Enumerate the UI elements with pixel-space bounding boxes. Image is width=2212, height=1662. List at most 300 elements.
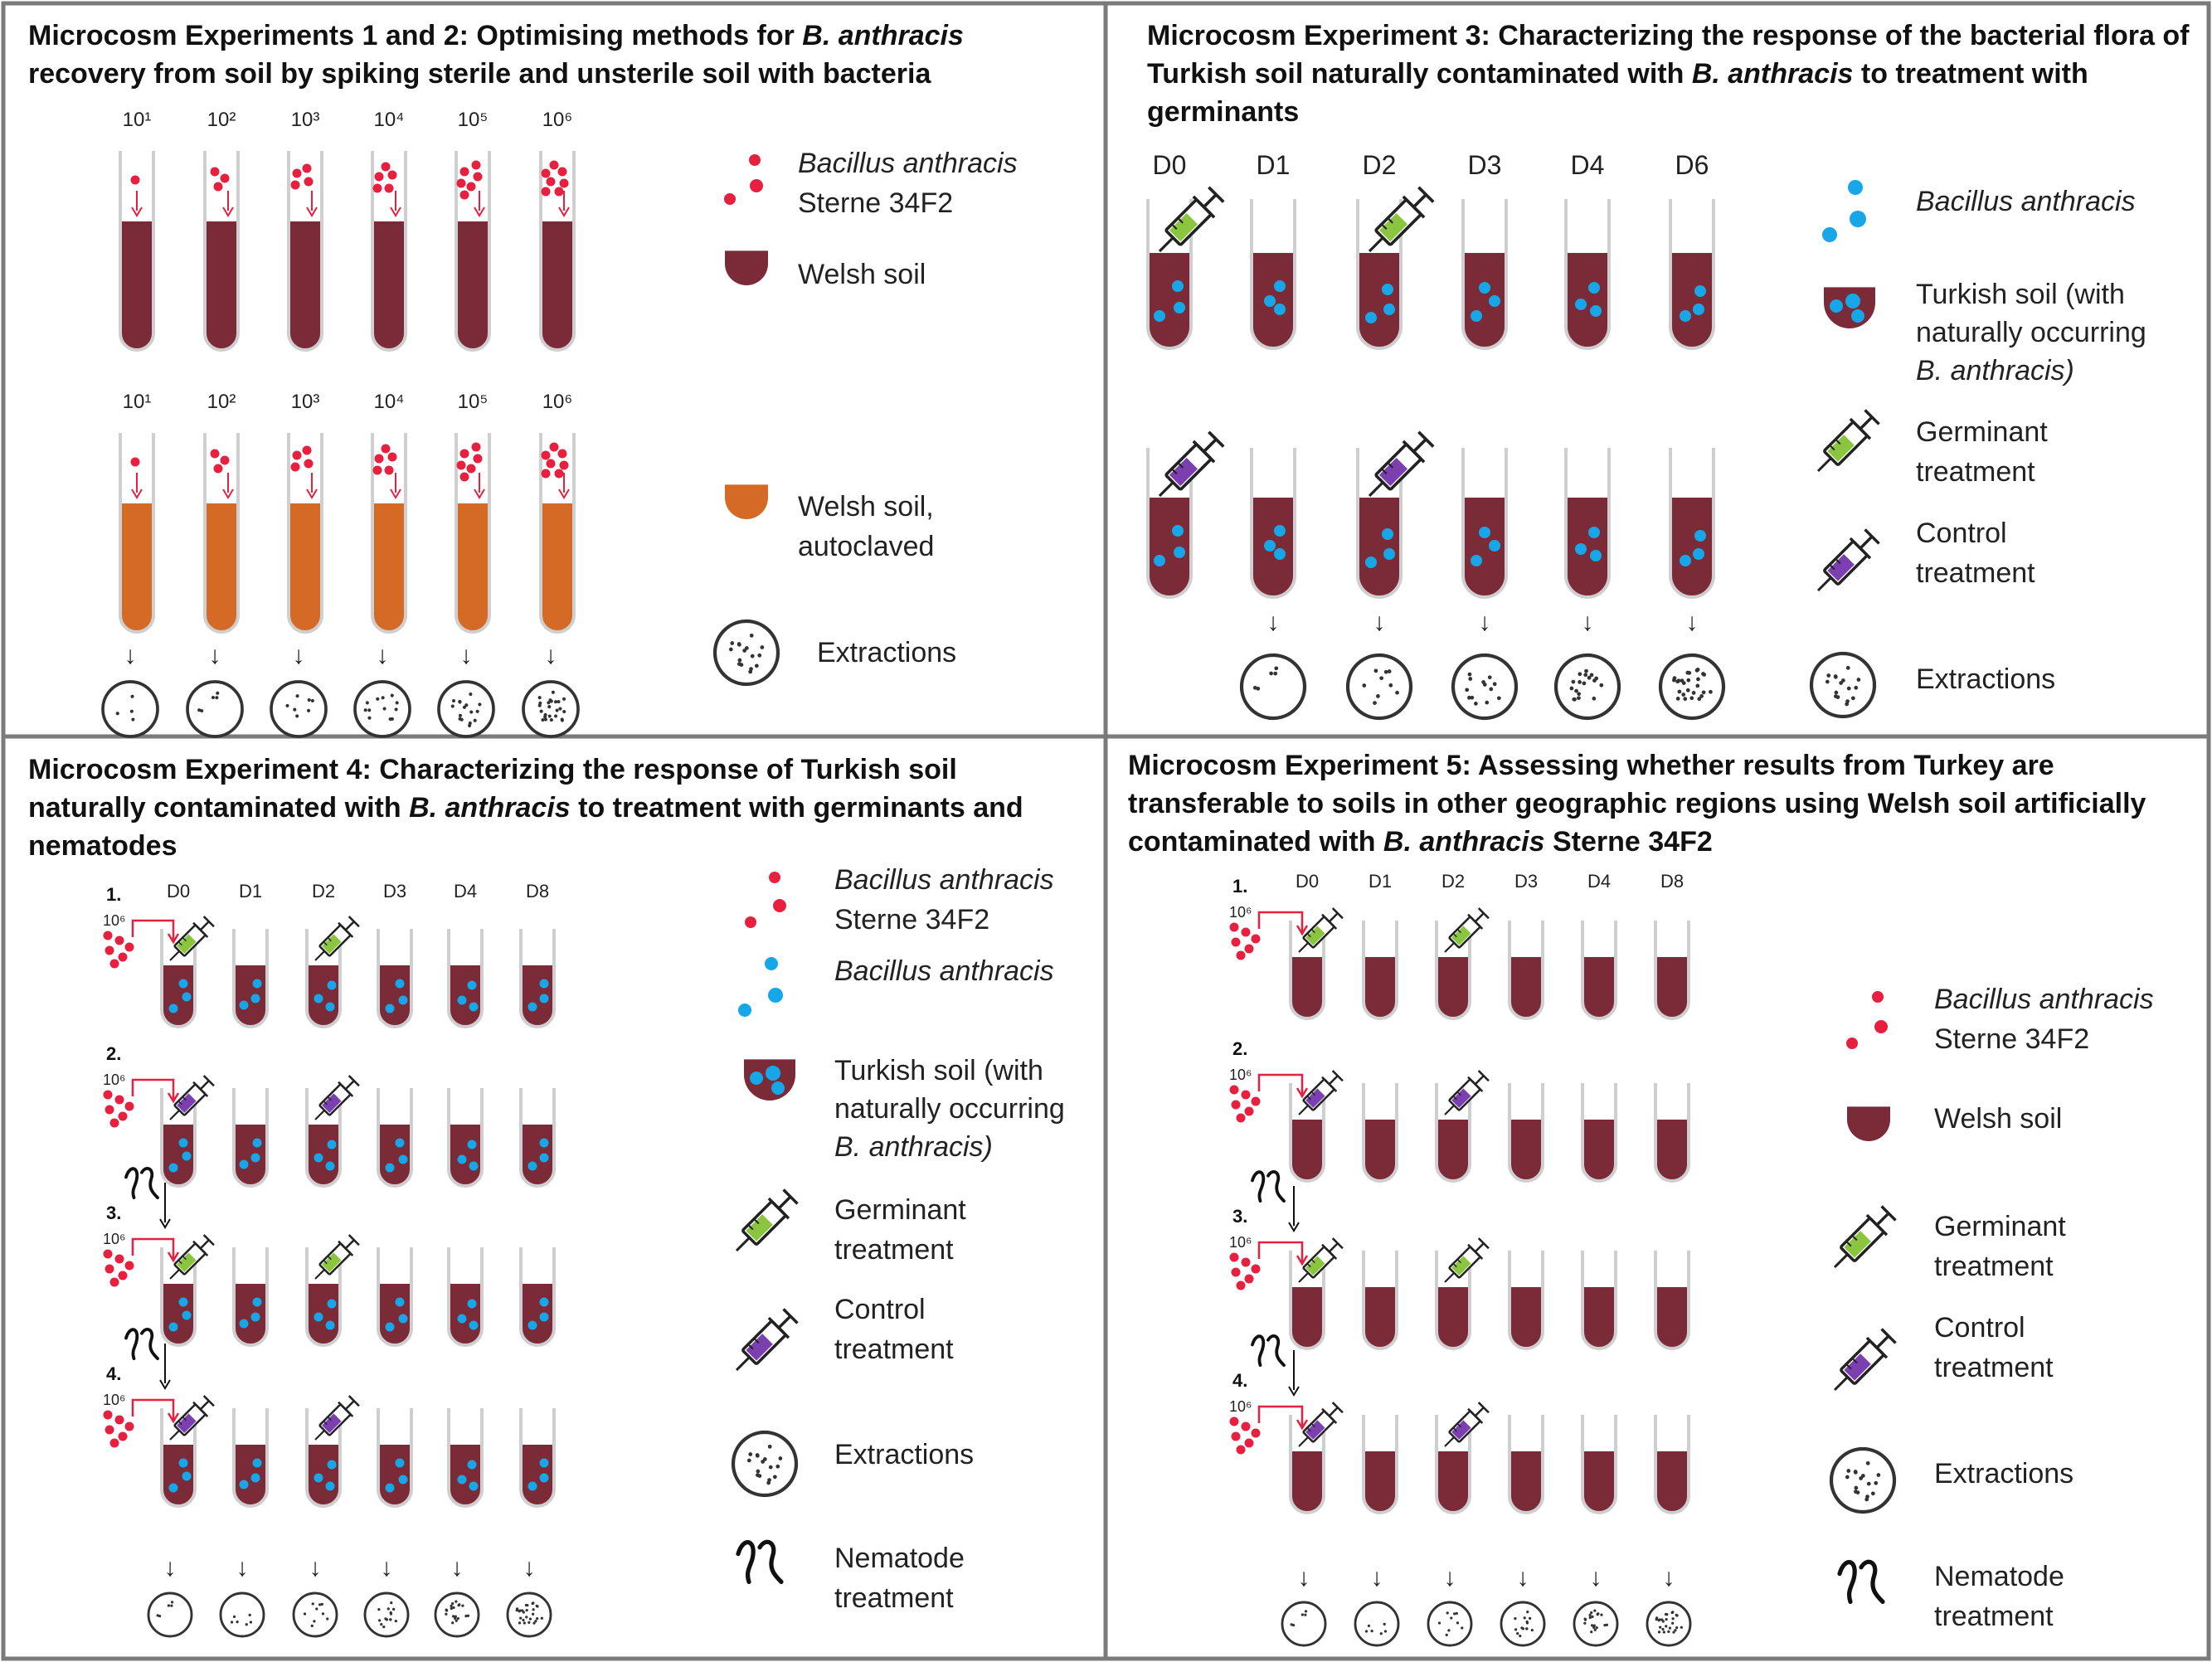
colony [562, 710, 566, 713]
colony [1665, 1613, 1667, 1616]
bacterium [179, 979, 188, 989]
panel2-legend [1808, 180, 2146, 717]
plunger [1860, 537, 1872, 548]
tube [521, 1408, 554, 1506]
colony [455, 1615, 457, 1617]
title-segment: B. anthracis [409, 792, 571, 824]
colony [1384, 1630, 1387, 1632]
extraction-arrow: ↓ [1662, 1564, 1675, 1592]
tube [234, 1088, 267, 1186]
syringe-icon [1291, 1401, 1344, 1454]
legend-nematode: treatment [1934, 1601, 2054, 1632]
bacterium [211, 450, 220, 459]
colony [755, 663, 759, 668]
bacterium [1479, 282, 1490, 294]
plunger [1475, 1407, 1484, 1416]
colony [1447, 1629, 1450, 1631]
colony [1675, 1626, 1678, 1629]
colony [1682, 681, 1686, 685]
extraction-plate [221, 1593, 264, 1636]
soil-fill [307, 965, 340, 1027]
colony [548, 714, 552, 717]
bacterium [1232, 1101, 1241, 1110]
bacterium [1237, 1114, 1246, 1123]
dose-label: 10⁵ [457, 109, 489, 131]
colony [451, 1602, 454, 1605]
legend-germinant: treatment [1916, 456, 2035, 488]
bacterium [385, 184, 394, 193]
bacterium [110, 1439, 119, 1448]
colony [1468, 677, 1472, 681]
colony [1304, 1614, 1306, 1616]
needle [737, 1357, 750, 1370]
bacterium [542, 469, 551, 479]
title-segment: Sterne 34F2 [1544, 826, 1713, 858]
bacterium [457, 461, 466, 470]
colony [1866, 1461, 1870, 1465]
bacterium [1365, 556, 1377, 568]
tube [1655, 1415, 1689, 1513]
tube [1582, 1415, 1616, 1513]
bacterium [1230, 1253, 1239, 1262]
colony [532, 1601, 534, 1604]
soil-fill [307, 1284, 340, 1345]
soil-fill [1437, 957, 1470, 1018]
panel-experiment-5 [1128, 750, 2154, 1645]
inoculation-arrow [1259, 1242, 1302, 1262]
panel4-title-line [1128, 788, 2146, 819]
bacterium [1680, 310, 1691, 322]
colony [1867, 1482, 1871, 1486]
colony [308, 698, 311, 702]
tube [234, 1408, 267, 1506]
colony [1658, 1618, 1660, 1621]
syringe-icon [1437, 906, 1490, 960]
bacterium [373, 184, 382, 193]
bacterium [1694, 530, 1706, 542]
colony [525, 1604, 527, 1606]
colony [1383, 1623, 1386, 1626]
legend-bacillus: Bacillus anthracis [798, 148, 1018, 179]
bacterium [1471, 555, 1482, 566]
day-label: D3 [1467, 150, 1502, 180]
colony [516, 1607, 518, 1610]
colony [1591, 1624, 1593, 1626]
colony [1599, 683, 1603, 688]
panel-experiments-1-2 [28, 20, 1018, 736]
needle [1818, 458, 1831, 471]
colony [1450, 1616, 1452, 1619]
day-label: D3 [1514, 871, 1539, 892]
colony [1846, 1469, 1850, 1473]
colony [1531, 1629, 1534, 1631]
legend-bacillus: Sterne 34F2 [798, 187, 954, 219]
extraction-arrow: ↓ [292, 642, 305, 669]
bacterium [560, 179, 569, 188]
needle [1299, 1106, 1308, 1115]
soil-fill [234, 965, 267, 1027]
colony [364, 708, 367, 712]
bacterium [314, 1154, 323, 1163]
soil-fill [1291, 1120, 1324, 1181]
colony [391, 694, 394, 697]
extraction-arrow: ↓ [1443, 1564, 1456, 1592]
colony [391, 717, 394, 721]
extraction-arrow: ↓ [459, 642, 473, 669]
plunger [1475, 1076, 1484, 1084]
tube [1364, 1251, 1397, 1349]
plunger [1877, 1336, 1889, 1348]
colony [547, 705, 551, 708]
colony [326, 1617, 328, 1620]
soil-fill [449, 1284, 482, 1345]
bacterium [1588, 527, 1600, 538]
colony [536, 1617, 538, 1620]
bacterium [547, 459, 556, 469]
soil-fill [234, 1125, 267, 1186]
extraction-plate [1660, 655, 1723, 718]
colony [461, 1604, 464, 1606]
colony [1692, 691, 1696, 695]
legend-control: Control [834, 1294, 926, 1325]
colony [1388, 683, 1393, 688]
needle [1299, 1437, 1308, 1446]
bacterium [558, 450, 567, 459]
bacterium [169, 1004, 178, 1013]
bacterium [1172, 280, 1184, 292]
colony [1291, 1623, 1293, 1626]
colony [1371, 1630, 1373, 1632]
nematode-icon [126, 1169, 158, 1198]
bacterium [182, 1311, 192, 1320]
colony [1671, 1611, 1674, 1613]
soil-fill [456, 221, 489, 350]
bacterium [1365, 312, 1377, 323]
bacterium [458, 1155, 467, 1164]
bacterium [104, 1411, 113, 1420]
colony [1253, 686, 1257, 690]
bacterium [221, 456, 230, 465]
extraction-plate [355, 682, 410, 736]
worm [738, 1543, 753, 1582]
bacterium [765, 957, 778, 970]
extraction-plate [1453, 655, 1516, 718]
bacterium [240, 1001, 249, 1010]
colony [1274, 666, 1278, 670]
day-label: D0 [1295, 871, 1320, 892]
colony [758, 1474, 762, 1478]
colony [469, 722, 472, 725]
colony [451, 1621, 454, 1624]
needle [315, 1270, 324, 1279]
day-label: D2 [311, 881, 336, 901]
colony [469, 692, 472, 696]
bacterium [382, 163, 391, 172]
colony [478, 702, 481, 706]
soil-fill [205, 503, 238, 632]
extraction-plate [435, 1593, 479, 1636]
colony [1488, 675, 1492, 679]
bacterium [540, 1313, 549, 1322]
plunger [1860, 417, 1872, 429]
colony [1591, 1616, 1593, 1618]
bacterium [253, 1459, 262, 1468]
row-number: 3. [1232, 1206, 1248, 1227]
tube [1510, 1415, 1543, 1513]
extraction-arrow: ↓ [544, 642, 557, 669]
colony [767, 1478, 771, 1482]
needle [170, 1110, 179, 1120]
legend-nematode: treatment [834, 1582, 954, 1614]
colony [395, 1620, 397, 1622]
colony [763, 1457, 767, 1461]
colony [1570, 687, 1574, 691]
soil-fill [1148, 498, 1191, 597]
extraction-arrow: ↓ [1589, 1564, 1602, 1592]
bacterium [386, 1004, 395, 1013]
colony [476, 710, 479, 713]
bacterium [115, 1096, 124, 1105]
colony [321, 1603, 323, 1606]
worm [126, 1329, 137, 1358]
dose-label: 10⁶ [103, 1072, 126, 1088]
soil-fill [449, 965, 482, 1027]
bacterium [472, 443, 481, 452]
panel3-legend [727, 864, 1065, 1614]
legend-extractions: Extractions [1916, 663, 2056, 695]
germinant-row [1148, 184, 1714, 348]
legend-nematode: Nematode [834, 1543, 965, 1574]
colony [1851, 696, 1855, 700]
soil-fill [120, 221, 153, 350]
extraction-arrow: ↓ [1370, 1564, 1383, 1592]
inoculation-arrow [133, 1239, 173, 1259]
colony [1669, 1626, 1671, 1629]
colony [552, 691, 555, 694]
colony [396, 701, 399, 704]
colony [1665, 1618, 1668, 1621]
legend-control-icon [727, 1306, 800, 1380]
colony [519, 1616, 522, 1619]
bacterium [326, 1321, 335, 1330]
colony [116, 712, 119, 715]
extraction-arrow: ↓ [1516, 1564, 1529, 1592]
legend-extraction-icon [1811, 654, 1874, 717]
colony [459, 714, 462, 717]
colony [293, 708, 296, 712]
colony [1468, 673, 1472, 677]
colony [751, 654, 755, 658]
colony [779, 1456, 783, 1460]
colony [1865, 1494, 1869, 1499]
tube [1463, 199, 1506, 348]
colony [769, 1465, 773, 1470]
colony [1686, 688, 1690, 692]
colony [748, 1452, 752, 1456]
colony [1709, 690, 1713, 694]
bacterium [749, 154, 761, 166]
dose-label: 10⁶ [103, 912, 126, 929]
extraction-arrow: ↓ [1266, 609, 1280, 636]
bacterium [182, 1472, 192, 1481]
bacterium [1230, 923, 1239, 932]
colony [455, 1620, 458, 1622]
legend-control: treatment [1934, 1352, 2054, 1383]
title-segment: Microcosm Experiment 3: Characterizing the response of the bacterial flora of [1147, 20, 2190, 51]
colony [1526, 1621, 1529, 1624]
colony [233, 1616, 236, 1618]
bacterium [550, 161, 559, 170]
colony [450, 1605, 452, 1607]
extraction-arrow: ↓ [523, 1554, 536, 1582]
colony [382, 696, 385, 699]
colony [311, 699, 314, 702]
bacterium [1230, 1417, 1239, 1426]
bacterium [110, 1119, 119, 1128]
bacterium [560, 461, 569, 470]
bacterium [724, 193, 736, 205]
panel3-title-line [28, 830, 177, 862]
extraction-arrow: ↓ [309, 1554, 322, 1582]
bacterium [460, 191, 469, 200]
bacterium [110, 960, 119, 969]
colony [390, 1601, 392, 1604]
soil-fill [1582, 1287, 1616, 1349]
needle [1445, 1106, 1454, 1115]
syringe-icon [308, 915, 361, 968]
bacterium [1174, 302, 1185, 313]
colony [1681, 692, 1685, 697]
colony [1573, 697, 1577, 702]
colony [1525, 1627, 1528, 1630]
bacterium [386, 1323, 395, 1332]
colony [1658, 1630, 1660, 1633]
treatment-row-3 [103, 1169, 554, 1345]
bacterium [1851, 309, 1864, 323]
bacterium [125, 1261, 134, 1271]
extraction-plate [523, 682, 578, 736]
bacterium [1382, 528, 1393, 540]
colony [1453, 1612, 1456, 1615]
bacterium [460, 450, 469, 459]
colony [554, 714, 557, 717]
extraction-arrow: ↓ [450, 1554, 464, 1582]
bacterium [745, 916, 756, 928]
tube [234, 1247, 267, 1345]
soil-fill [1566, 498, 1609, 597]
legend-turkish-soil: Turkish soil (with [1916, 279, 2125, 310]
colony [211, 696, 215, 699]
bacterium [1383, 304, 1395, 315]
panel4-legend [1825, 984, 2154, 1632]
syringe-icon [308, 1074, 361, 1127]
soil-fill [1655, 1287, 1689, 1349]
title-segment: Microcosm Experiments 1 and 2: Optimising methods for [28, 20, 803, 51]
needle [1445, 1273, 1454, 1282]
bacterium [240, 1160, 249, 1169]
bacterium [131, 176, 140, 185]
colony [1584, 1618, 1587, 1621]
dose-label: 10¹ [122, 391, 152, 413]
colony [1671, 1617, 1674, 1620]
colony [558, 707, 562, 711]
row-number: 3. [106, 1203, 122, 1223]
extraction-plate [187, 682, 242, 736]
worm [1268, 1172, 1284, 1201]
colony [541, 718, 544, 722]
colony [1588, 1614, 1591, 1616]
bacterium [1237, 1281, 1246, 1290]
colony [1836, 695, 1840, 699]
bacterium [555, 469, 564, 479]
bacterium [240, 1480, 249, 1489]
plunger [346, 1401, 354, 1409]
bacterium [540, 1474, 549, 1483]
syringe-icon [1291, 1237, 1344, 1290]
needle [1369, 238, 1383, 251]
bacterium [474, 173, 483, 182]
needle [737, 1237, 750, 1251]
title-segment: germinants [1147, 96, 1300, 128]
colony [197, 708, 201, 712]
colony [1594, 677, 1598, 681]
colony [1590, 1630, 1592, 1633]
colony [131, 718, 134, 722]
plunger [1413, 195, 1426, 207]
bacterium [528, 1482, 537, 1491]
colony [451, 704, 455, 707]
bacterium [769, 872, 780, 883]
colony [231, 1621, 233, 1623]
tube [378, 1088, 411, 1186]
colony [168, 1604, 170, 1606]
bacterium [467, 464, 476, 474]
syringe-icon [163, 915, 216, 968]
extraction-plate [1282, 1602, 1325, 1645]
colony [1519, 1635, 1521, 1637]
colony [1659, 1626, 1661, 1628]
legend-extractions: Extractions [834, 1439, 975, 1470]
tube [1566, 448, 1609, 597]
bacterium [291, 181, 300, 190]
row-number: 1. [106, 884, 122, 905]
bacterium [303, 164, 312, 173]
bacterium [460, 168, 469, 177]
bacterium [1174, 547, 1185, 558]
day-label: D2 [1441, 871, 1466, 892]
tube [234, 929, 267, 1027]
colony [1529, 1617, 1531, 1620]
bacterium [105, 1106, 114, 1115]
tube [1582, 1251, 1616, 1349]
bacterium [214, 182, 223, 192]
bacterium [1264, 295, 1276, 307]
colony [540, 710, 543, 713]
plunger [1877, 1213, 1889, 1225]
colony [1847, 687, 1851, 691]
bacterium [540, 994, 549, 1004]
bacterium [221, 174, 230, 183]
colony [452, 699, 455, 702]
inoculation-arrow [1259, 1075, 1302, 1095]
plunger [1203, 440, 1216, 452]
bacterium [328, 1140, 337, 1149]
panel-experiment-3 [1147, 20, 2190, 718]
title-segment: Turkish soil naturally contaminated with [1147, 58, 1692, 90]
colony [1574, 689, 1578, 693]
bacterium [251, 1474, 260, 1483]
soil-fill [1655, 957, 1689, 1018]
